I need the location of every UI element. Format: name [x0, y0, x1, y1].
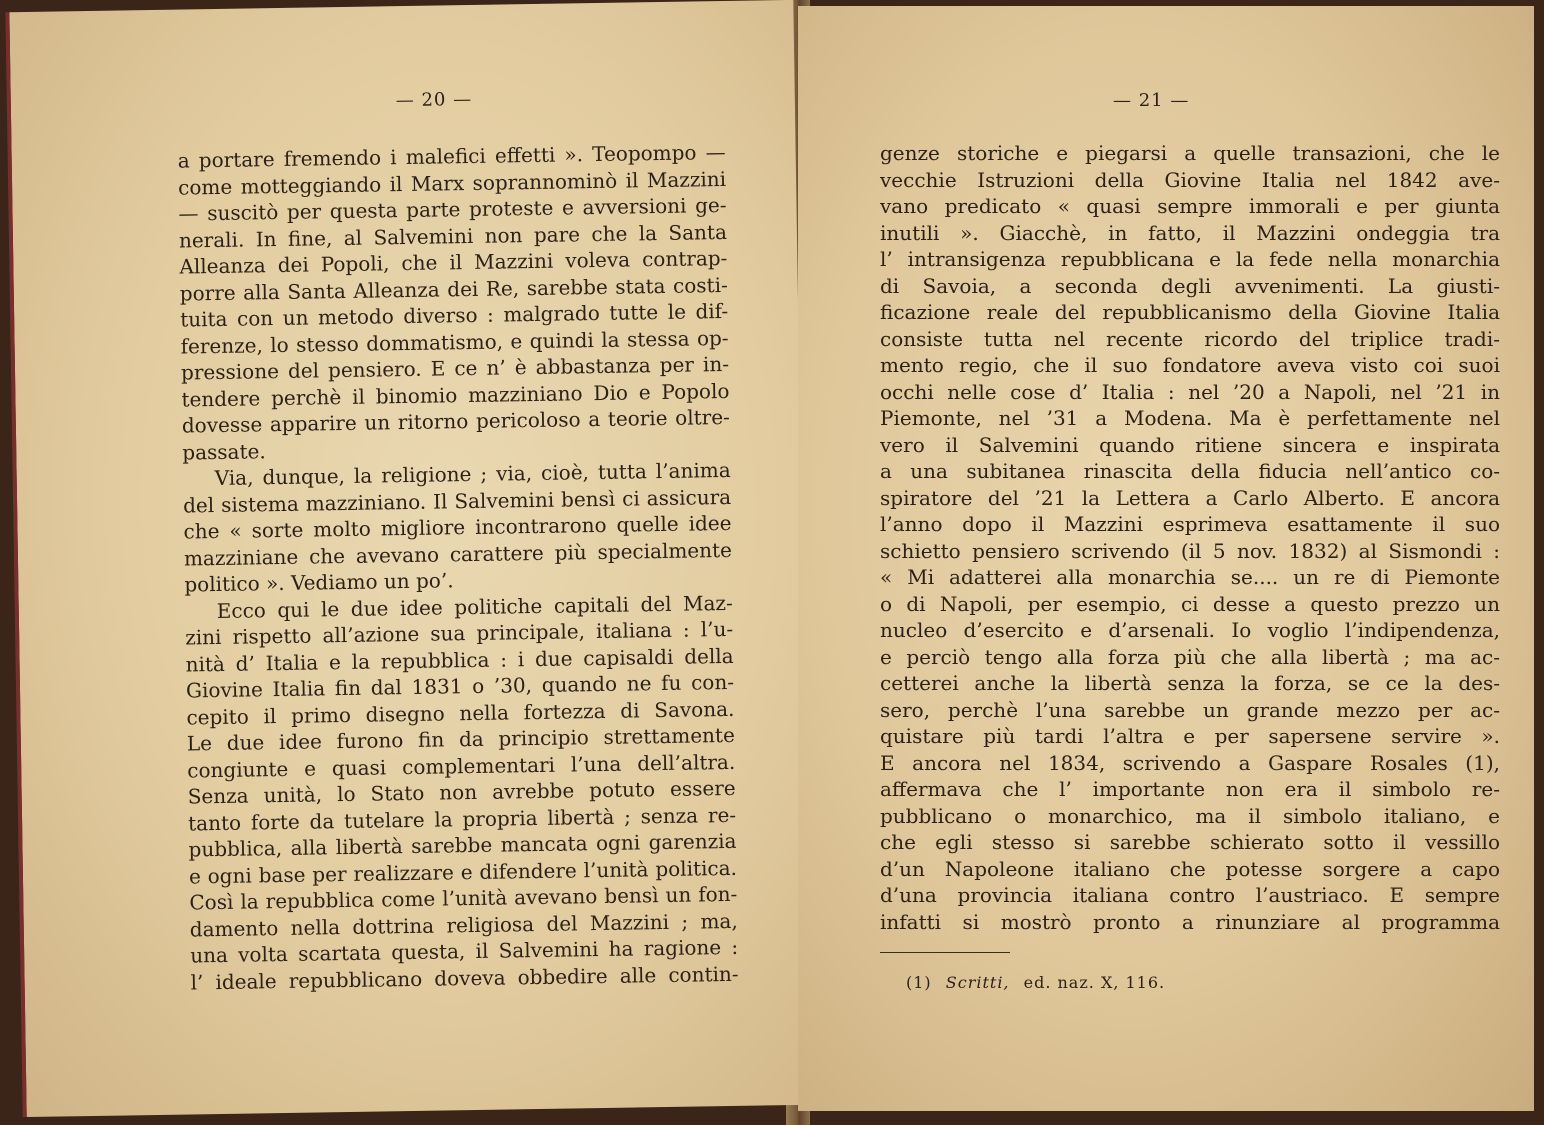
page-number-left: — 20 — [395, 88, 473, 112]
text-line: Giovine Italia fin dal 1831 o ’30, quando ne fu con- [185, 669, 735, 703]
right-page-text [880, 140, 1500, 935]
text-line: affermava che l’ importante non era il simbolo re- [880, 777, 1500, 801]
text-line: Via, dunque, la religione ; via, cioè, tutta l’anima [214, 457, 731, 491]
text-line: come motteggiando il Marx soprannominò il Mazzini [177, 166, 727, 200]
text-line: a portare fremendo i malefici effetti ». Teopompo — [177, 139, 726, 173]
text-line: nerali. In fine, al Salvemini non pare che la Santa [178, 219, 728, 253]
page-number-right: — 21 — [1113, 90, 1190, 111]
text-line: che egli stesso si sarebbe schierato sotto il vessillo [880, 830, 1500, 854]
text-line: politico ». Vediamo un po’. [184, 568, 454, 597]
text-line: porre alla Santa Alleanza dei Re, sarebbe stata costi- [179, 272, 728, 306]
footnote [906, 973, 1173, 992]
text-line: spiratore del ’21 la Lettera a Carlo Alberto. E ancora [880, 485, 1500, 510]
text-line: di Savoia, a seconda degli avvenimenti. La giusti- [880, 273, 1500, 298]
text-line: cepito il primo disegno nella fortezza di Savona. [186, 696, 735, 729]
text-line: Ecco qui le due idee politiche capitali del Maz- [216, 590, 733, 623]
footnote-rule [880, 952, 1010, 953]
text-line: tuita con un metodo diverso : malgrado tutte le dif- [180, 298, 729, 332]
text-line: genze storiche e piegarsi a quelle transazioni, che le [880, 141, 1500, 165]
text-line: vecchie Istruzioni della Giovine Italia nel 1842 ave- [880, 167, 1500, 192]
footnote-reference: ed. naz. X, 116. [1023, 973, 1166, 992]
footnote-marker: (1) [906, 973, 932, 992]
text-line: l’ ideale repubblicano doveva obbedire alle contin- [190, 961, 739, 994]
text-line: quistare più tardi l’altra e per sapersene servire ». [880, 724, 1500, 748]
text-line: dovesse apparire un ritorno pericoloso a teorie oltre- [181, 404, 731, 438]
left-page [5, 0, 810, 1117]
text-line: passate. [182, 438, 266, 465]
text-line: zini rispetto all’azione sua principale, italiana : l’u- [185, 616, 734, 650]
text-line: damento nella dottrina religiosa del Mazzini ; ma, [189, 908, 738, 941]
text-line: consiste tutta nel recente ricordo del triplice tradi- [880, 326, 1500, 351]
text-line: Senza unità, lo Stato non avrebbe potuto essere [187, 775, 736, 809]
text-line: vano predicato « quasi sempre immorali e per giunta [880, 194, 1500, 218]
text-line: e perciò tengo alla forza più che alla libertà ; ma ac- [880, 644, 1500, 669]
text-line: mento regio, che il suo fondatore aveva visto coi suoi [880, 353, 1500, 377]
text-line: — suscitò per questa parte proteste e avversioni ge- [178, 192, 727, 226]
text-line: « Mi adatterei alla monarchia se.... un re di Piemonte [880, 565, 1500, 589]
text-line: pressione del pensiero. E ce n’ è abbastanza per in- [180, 351, 730, 385]
text-line: occhi nelle cose d’ Italia : nel ’20 a Napoli, nel ’21 in [880, 379, 1500, 404]
text-line: che « sorte molto migliore incontrarono quelle idee [183, 510, 732, 544]
text-line: nità d’ Italia e la repubblica : i due capisaldi della [185, 643, 734, 677]
text-line: l’ intransigenza repubblicana e la fede nella monarchia [880, 247, 1500, 271]
text-line: una volta scartata questa, il Salvemini ha ragione : [190, 934, 739, 968]
text-line: Piemonte, nel ’31 a Modena. Ma è perfettamente nel [880, 406, 1500, 430]
text-line: Alleanza dei Popoli, che il Mazzini voleva contrap- [179, 245, 728, 279]
text-line: ferenze, lo stesso dommatismo, e quindi la stessa op- [180, 325, 729, 359]
text-line: d’un Napoleone italiano che potesse sorgere a capo [880, 856, 1500, 881]
left-page-text [178, 139, 739, 996]
text-line: infatti si mostrò pronto a rinunziare al programma [880, 909, 1500, 934]
text-line: cetterei anche la libertà senza la forza, se ce la des- [880, 671, 1500, 695]
text-line: inutili ». Giacchè, in fatto, il Mazzini ondeggia tra [880, 220, 1500, 245]
text-line: ficazione reale del repubblicanismo della Giovine Italia [880, 300, 1500, 324]
text-line: e ogni base per realizzare e difendere l’unità politica. [188, 855, 738, 888]
text-line: mazziniane che avevano carattere più specialmente [183, 537, 733, 571]
text-line: congiunte e quasi complementari l’una dell’altra. [187, 749, 736, 782]
text-line: vero il Salvemini quando ritiene sincera e inspirata [880, 432, 1500, 457]
text-line: sero, perchè l’una sarebbe un grande mezzo per ac- [880, 697, 1500, 722]
text-line: d’una provincia italiana contro l’austriaco. E sempre [880, 883, 1500, 907]
text-line: Le due idee furono fin da principio strettamente [186, 722, 735, 756]
text-line: tendere perchè il binomio mazziniano Dio e Popolo [181, 378, 730, 412]
footnote-title: Scritti, [945, 973, 1010, 992]
text-line: a una subitanea rinascita della fiducia nell’antico co- [880, 459, 1500, 483]
text-line: pubblica, alla libertà sarebbe mancata ogni garenzia [188, 828, 737, 862]
right-page [798, 6, 1534, 1111]
text-line: Così la repubblica come l’unità avevano bensì un fon- [189, 881, 738, 915]
text-line: l’anno dopo il Mazzini esprimeva esattamente il suo [880, 512, 1500, 536]
text-line: nucleo d’esercito e d’arsenali. Io voglio l’indipendenza, [880, 618, 1500, 642]
text-line: E ancora nel 1834, scrivendo a Gaspare Rosales (1), [880, 750, 1500, 775]
text-line: tanto forte da tutelare la propria libertà ; senza re- [187, 802, 737, 835]
text-line: schietto pensiero scrivendo (il 5 nov. 1832) al Sismondi : [880, 538, 1500, 563]
text-line: pubblicano o monarchico, ma il simbolo italiano, e [880, 803, 1500, 828]
text-line: o di Napoli, per esempio, ci desse a questo prezzo un [880, 591, 1500, 616]
text-line: del sistema mazziniano. Il Salvemini bensì ci assicura [182, 484, 732, 518]
